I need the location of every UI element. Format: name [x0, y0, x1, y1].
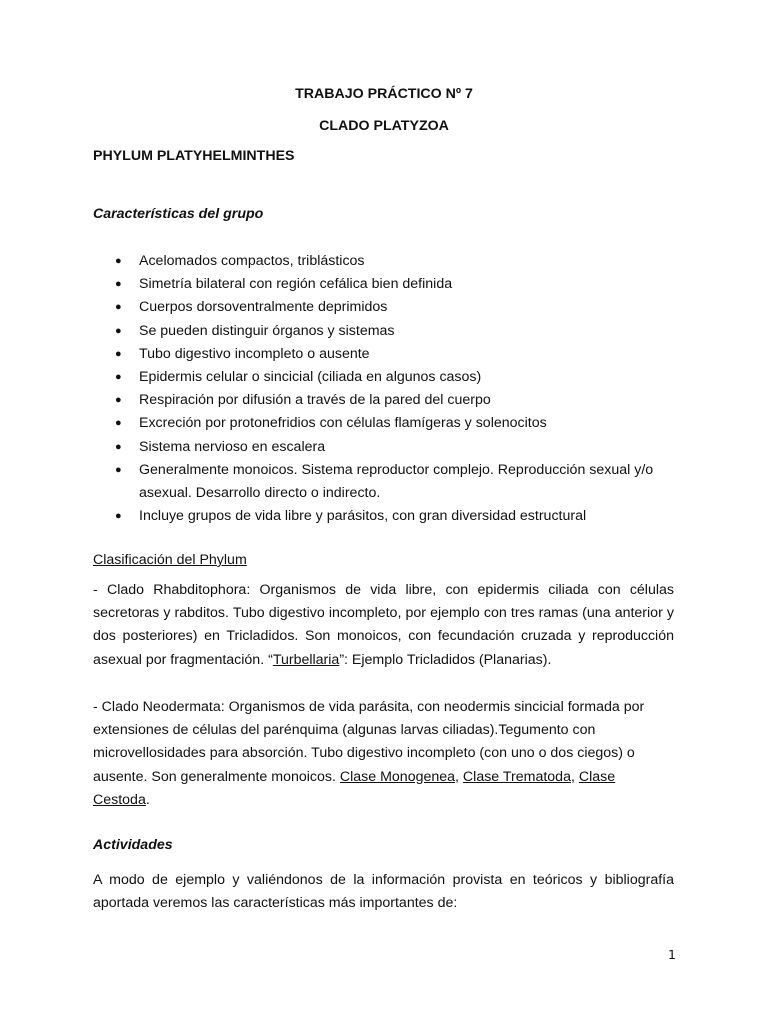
- trematoda-link[interactable]: Clase Trematoda: [462, 768, 571, 785]
- bullet-icon: ●: [115, 394, 122, 407]
- characteristics-list: [93, 250, 683, 528]
- phylum-heading: PHYLUM PLATYHELMINTHES: [93, 148, 295, 164]
- classification-heading: Clasificación del Phylum: [93, 552, 247, 568]
- bullet-icon: ●: [115, 301, 122, 314]
- bullet-icon: ●: [115, 440, 122, 453]
- bullet-icon: ●: [115, 324, 122, 337]
- bullet-icon: ●: [115, 417, 122, 430]
- list-item: ● Incluye grupos de vida libre y parásitos, con gran diversidad estructural: [93, 505, 683, 528]
- bullet-icon: ●: [115, 463, 122, 476]
- bullet-icon: ●: [115, 510, 122, 523]
- list-item: ● Sistema nervioso en escalera: [93, 436, 683, 459]
- list-item: ● Simetría bilateral con región cefálica bien definida: [93, 273, 683, 296]
- characteristics-heading: Características del grupo: [93, 206, 264, 222]
- activities-paragraph: A modo de ejemplo y valiéndonos de la información provista en teóricos y bibliografía aportada veremos las características más importantes de:: [93, 872, 674, 912]
- bullet-icon: ●: [115, 371, 122, 384]
- list-item: ● Cuerpos dorsoventralmente deprimidos: [93, 296, 683, 319]
- monogenea-link[interactable]: Clase Monogenea: [339, 768, 456, 785]
- list-item: ● Acelomados compactos, triblásticos: [93, 250, 683, 273]
- bullet-icon: ●: [115, 255, 122, 267]
- page-number: 1: [668, 947, 676, 962]
- list-item: ● Tubo digestivo incompleto o ausente: [93, 343, 683, 366]
- neodermata-paragraph: - Clado Neodermata: Organismos de vida parásita, con neodermis sincicial formada por extensiones de células del parénquima (algunas larvas ciliadas).Tegumento con microvellosidades para absorción. Tubo digestivo incompleto (con uno o dos ciegos) o ausente. Son generalmente monoicos. Clase Monogenea, Clase Trematoda, Clase Cestoda.: [93, 699, 645, 808]
- list-item: ● Epidermis celular o sincicial (ciliada en algunos casos): [93, 366, 683, 389]
- bullet-icon: ●: [115, 347, 122, 360]
- document-title: TRABAJO PRÁCTICO Nº 7: [295, 86, 473, 102]
- list-item: ● Respiración por difusión a través de la pared del cuerpo: [93, 389, 683, 412]
- turbellaria-link[interactable]: Turbellaria: [272, 651, 340, 668]
- document-subtitle: CLADO PLATYZOA: [319, 118, 449, 134]
- cestoda-link[interactable]: Clase Cestoda: [93, 768, 616, 808]
- list-item: ● Se pueden distinguir órganos y sistemas: [93, 320, 683, 343]
- list-item: ● Generalmente monoicos. Sistema reproductor complejo. Reproducción sexual y/o asexual. Desarrollo directo o indirecto.: [93, 459, 683, 505]
- rhabditophora-paragraph: - Clado Rhabditophora: Organismos de vida libre, con epidermis ciliada con células secretoras y rabditos. Tubo digestivo incompleto, por ejemplo con tres ramas (una anterior y dos posteriores) en Tricladidos. Son monoicos, con fecundación cruzada y reproducción asexual por fragmentación. “Turbellaria”: Ejemplo Tricladidos (Planarias).: [93, 582, 674, 668]
- list-item: ● Excreción por protonefridios con células flamígeras y solenocitos: [93, 412, 683, 435]
- bullet-icon: ●: [115, 278, 122, 291]
- activities-heading: Actividades: [93, 837, 173, 853]
